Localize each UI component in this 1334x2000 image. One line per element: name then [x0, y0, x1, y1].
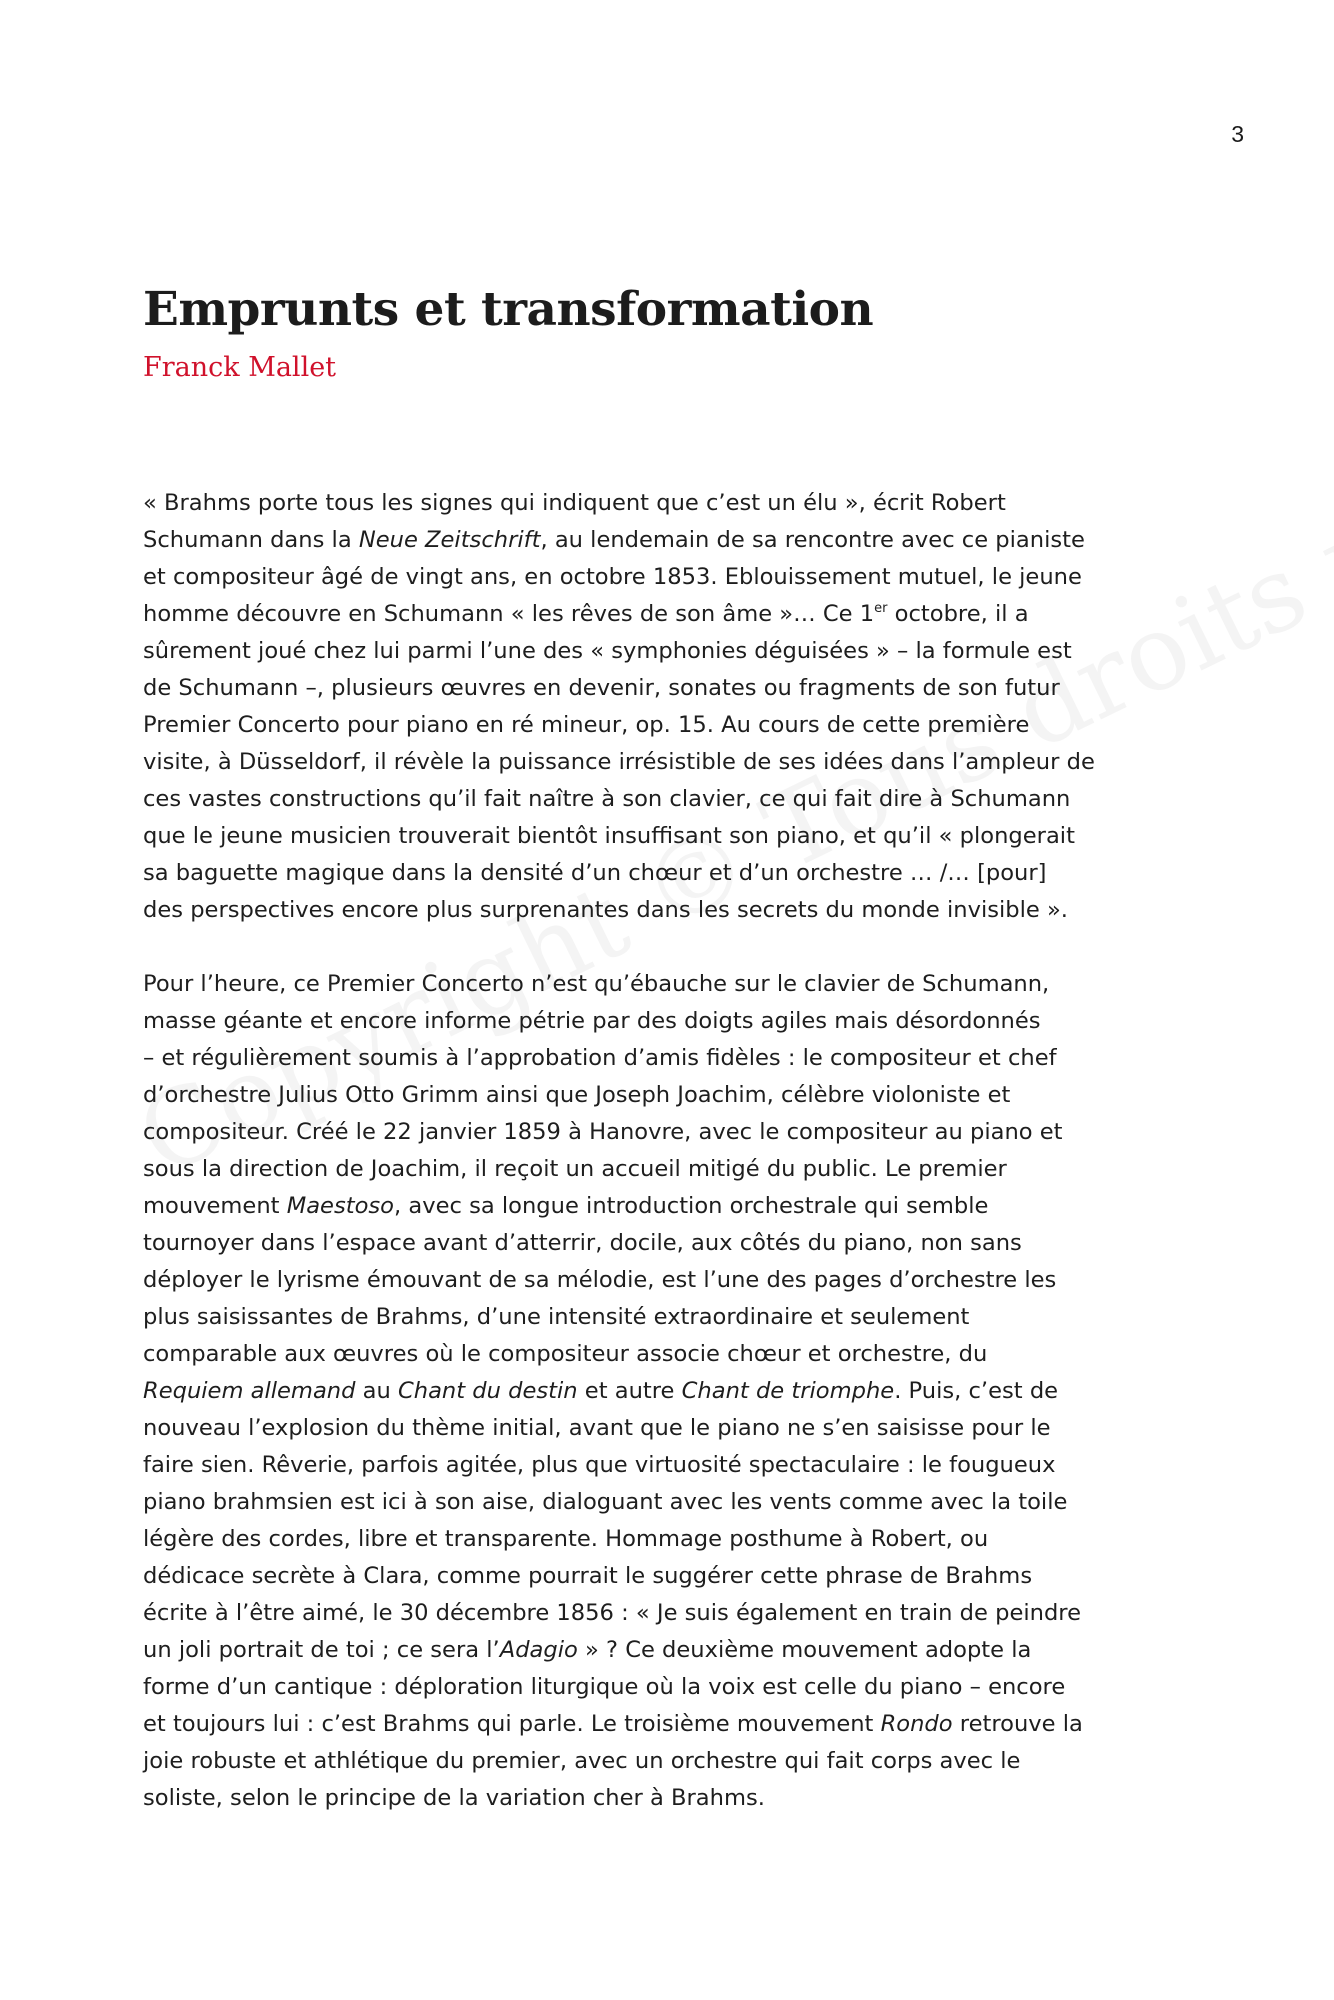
- paragraph-2: [143, 966, 1203, 1817]
- text-line: légère des cordes, libre et transparente. Hommage posthume à Robert, ou: [143, 1526, 989, 1552]
- text-line: des perspectives encore plus surprenantes dans les secrets du monde invisible ».: [143, 897, 1068, 923]
- text-line: de Schumann –, plusieurs œuvres en devenir, sonates ou fragments de son futur: [143, 675, 1060, 701]
- text-line: déployer le lyrisme émouvant de sa mélodie, est l’une des pages d’orchestre les: [143, 1267, 1057, 1293]
- text-line: sous la direction de Joachim, il reçoit un accueil mitigé du public. Le premier: [143, 1156, 1007, 1182]
- text-line: tournoyer dans l’espace avant d’atterrir, docile, aux côtés du piano, non sans: [143, 1230, 1022, 1256]
- text-line: – et régulièrement soumis à l’approbation d’amis fidèles : le compositeur et chef: [143, 1045, 1057, 1071]
- article-body: [143, 485, 1203, 1817]
- text-line: masse géante et encore informe pétrie par des doigts agiles mais désordonnés: [143, 1008, 1041, 1034]
- italic-title: Requiem allemand: [143, 1378, 356, 1404]
- text-line: ces vastes constructions qu’il fait naître à son clavier, ce qui fait dire à Schumann: [143, 786, 1071, 812]
- italic-title: Maestoso: [286, 1193, 394, 1219]
- text-line: écrite à l’être aimé, le 30 décembre 1856 : « Je suis également en train de peindre: [143, 1600, 1081, 1626]
- text-line: forme d’un cantique : déploration liturgique où la voix est celle du piano – encore: [143, 1674, 1066, 1700]
- text-line: nouveau l’explosion du thème initial, avant que le piano ne s’en saisisse pour le: [143, 1415, 1051, 1441]
- text-line: Requiem allemand au Chant du destin et autre Chant de triomphe. Puis, c’est de: [143, 1378, 1059, 1404]
- text-line: que le jeune musicien trouverait bientôt insuffisant son piano, et qu’il « plongerait: [143, 823, 1075, 849]
- italic-title: Neue Zeitschrift: [358, 527, 541, 553]
- text-line: sûrement joué chez lui parmi l’une des « symphonies déguisées » – la formule est: [143, 638, 1072, 664]
- text-line: Premier Concerto pour piano en ré mineur, op. 15. Au cours de cette première: [143, 712, 1030, 738]
- text-line: dédicace secrète à Clara, comme pourrait le suggérer cette phrase de Brahms: [143, 1563, 1033, 1589]
- page-number: 3: [1231, 121, 1244, 147]
- italic-title: Chant de triomphe: [681, 1378, 895, 1404]
- italic-title: Chant du destin: [397, 1378, 578, 1404]
- paragraph-1: [143, 485, 1203, 929]
- text-line: un joli portrait de toi ; ce sera l’Adagio » ? Ce deuxième mouvement adopte la: [143, 1637, 1032, 1663]
- text-line: faire sien. Rêverie, parfois agitée, plus que virtuosité spectaculaire : le fougueux: [143, 1452, 1056, 1478]
- text-line: et compositeur âgé de vingt ans, en octobre 1853. Eblouissement mutuel, le jeune: [143, 564, 1082, 590]
- text-line: « Brahms porte tous les signes qui indiquent que c’est un élu », écrit Robert: [143, 490, 1006, 516]
- text-line: joie robuste et athlétique du premier, avec un orchestre qui fait corps avec le: [143, 1748, 1021, 1774]
- text-line: sa baguette magique dans la densité d’un chœur et d’un orchestre … /… [pour]: [143, 860, 1047, 886]
- text-line: visite, à Düsseldorf, il révèle la puissance irrésistible de ses idées dans l’ampleur de: [143, 749, 1095, 775]
- text-line: mouvement Maestoso, avec sa longue introduction orchestrale qui semble: [143, 1193, 989, 1219]
- text-line: compositeur. Créé le 22 janvier 1859 à Hanovre, avec le compositeur au piano et: [143, 1119, 1063, 1145]
- article-author: Franck Mallet: [143, 352, 337, 383]
- text-line: soliste, selon le principe de la variation cher à Brahms.: [143, 1785, 765, 1811]
- italic-title: Adagio: [499, 1637, 578, 1663]
- text-line: comparable aux œuvres où le compositeur associe chœur et orchestre, du: [143, 1341, 988, 1367]
- text-line: plus saisissantes de Brahms, d’une intensité extraordinaire et seulement: [143, 1304, 970, 1330]
- text-line: homme découvre en Schumann « les rêves de son âme »… Ce 1er octobre, il a: [143, 601, 1029, 627]
- text-line: Schumann dans la Neue Zeitschrift, au lendemain de sa rencontre avec ce pianiste: [143, 527, 1085, 553]
- text-line: et toujours lui : c’est Brahms qui parle. Le troisième mouvement Rondo retrouve la: [143, 1711, 1083, 1737]
- article-header: [143, 278, 1203, 388]
- article-title: Emprunts et transformation: [143, 282, 874, 337]
- text-line: Pour l’heure, ce Premier Concerto n’est qu’ébauche sur le clavier de Schumann,: [143, 971, 1050, 997]
- italic-title: Rondo: [880, 1711, 953, 1737]
- text-line: d’orchestre Julius Otto Grimm ainsi que Joseph Joachim, célèbre violoniste et: [143, 1082, 1011, 1108]
- superscript: er: [874, 601, 888, 616]
- text-line: piano brahmsien est ici à son aise, dialoguant avec les vents comme avec la toile: [143, 1489, 1068, 1515]
